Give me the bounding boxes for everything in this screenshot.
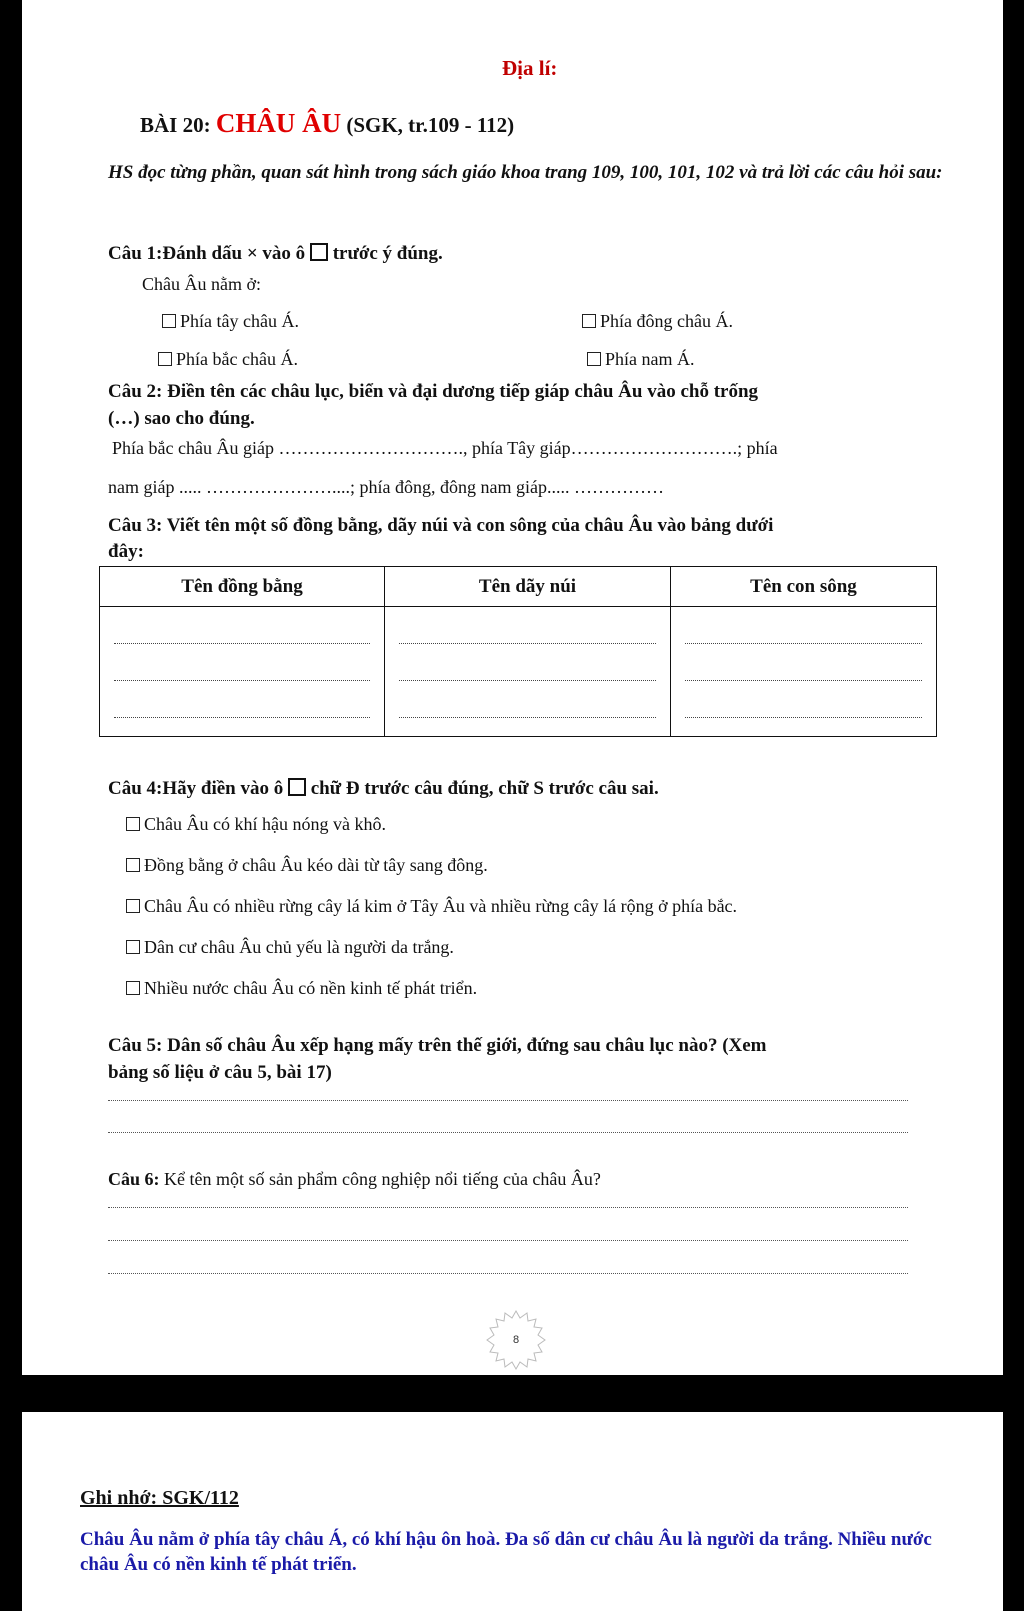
- memo-page: [22, 1412, 1003, 1611]
- option-label: Phía bắc châu Á.: [176, 349, 298, 369]
- page-number-badge: [485, 1309, 547, 1371]
- checkbox[interactable]: [126, 858, 140, 872]
- lesson-name: CHÂU ÂU: [215, 108, 342, 138]
- question-2-line[interactable]: Phía bắc châu Âu giáp …………………………., phía Tây giáp……………………….; phía: [112, 438, 778, 458]
- question-4-title: [108, 778, 659, 800]
- checkbox[interactable]: [158, 352, 172, 366]
- question-1-title-part: Câu 1:Đánh dấu × vào ô: [108, 243, 310, 264]
- statement-item[interactable]: [126, 855, 488, 876]
- answer-line[interactable]: [399, 681, 656, 718]
- column-header: Tên con sông: [671, 567, 937, 607]
- option-label: Phía nam Á.: [605, 349, 695, 369]
- answer-line[interactable]: [399, 644, 656, 681]
- answer-line[interactable]: [685, 681, 922, 718]
- question-4-title-part: Câu 4:Hãy điền vào ô: [108, 778, 288, 799]
- question-3-title-cont: đây:: [108, 541, 144, 562]
- checkbox[interactable]: [587, 352, 601, 366]
- checkbox[interactable]: [162, 314, 176, 328]
- column-header: Tên đồng bằng: [100, 567, 385, 607]
- page-number: 8: [512, 1334, 520, 1346]
- answer-line[interactable]: [114, 644, 370, 681]
- question-3-title: Câu 3: Viết tên một số đồng bằng, dãy núi và con sông của châu Âu vào bảng dưới: [108, 515, 774, 536]
- table-cell[interactable]: [671, 607, 937, 737]
- question-2-title-cont: (…) sao cho đúng.: [108, 408, 255, 429]
- answer-line[interactable]: [108, 1132, 908, 1133]
- lesson-title: [140, 108, 514, 139]
- instructions: HS đọc từng phần, quan sát hình trong sách giáo khoa trang 109, 100, 101, 102 và trả lời các câu hỏi sau:: [108, 162, 943, 183]
- option-label: Phía tây châu Á.: [180, 311, 299, 331]
- answer-line[interactable]: [108, 1100, 908, 1101]
- question-1-prompt: Châu Âu nằm ở:: [142, 274, 262, 294]
- checkbox[interactable]: [126, 981, 140, 995]
- statement-item[interactable]: [126, 896, 737, 917]
- statement-text: Đồng bằng ở châu Âu kéo dài từ tây sang đông.: [144, 855, 488, 875]
- table-cell[interactable]: [385, 607, 671, 737]
- checkbox[interactable]: [126, 899, 140, 913]
- checkbox[interactable]: [126, 940, 140, 954]
- question-5-title-cont: bảng số liệu ở câu 5, bài 17): [108, 1062, 332, 1083]
- question-2-line[interactable]: nam giáp ..... …………………....; phía đông, đông nam giáp..... ……………: [108, 477, 664, 497]
- option-item[interactable]: [162, 311, 299, 332]
- option-label: Phía đông châu Á.: [600, 311, 733, 331]
- lesson-reference: (SGK, tr.109 - 112): [341, 113, 515, 137]
- question-1-title: [108, 243, 443, 265]
- question-6-text: Kể tên một số sản phẩm công nghiệp nổi tiếng của châu Âu?: [159, 1169, 601, 1189]
- question-4-title-part: chữ Đ trước câu đúng, chữ S trước câu sai.: [306, 778, 659, 799]
- worksheet-page: [22, 0, 1003, 1375]
- checkbox-icon: [310, 243, 328, 261]
- memo-title: Ghi nhớ: SGK/112: [80, 1487, 239, 1509]
- answer-line[interactable]: [108, 1240, 908, 1241]
- answer-line[interactable]: [108, 1207, 908, 1208]
- statement-item[interactable]: [126, 978, 477, 999]
- question-6-label: Câu 6:: [108, 1169, 160, 1189]
- answer-line[interactable]: [114, 607, 370, 644]
- statement-text: Châu Âu có khí hậu nóng và khô.: [144, 814, 386, 834]
- question-6-title: [108, 1169, 601, 1190]
- option-item[interactable]: [158, 349, 298, 370]
- answer-line[interactable]: [685, 644, 922, 681]
- checkbox[interactable]: [126, 817, 140, 831]
- answer-table: [99, 566, 937, 737]
- statement-text: Dân cư châu Âu chủ yếu là người da trắng.: [144, 937, 454, 957]
- question-1-title-part: trước ý đúng.: [327, 243, 443, 264]
- question-5-title: Câu 5: Dân số châu Âu xếp hạng mấy trên thế giới, đứng sau châu lục nào? (Xem: [108, 1035, 767, 1056]
- checkbox-icon: [288, 778, 306, 796]
- answer-line[interactable]: [399, 607, 656, 644]
- statement-text: Châu Âu có nhiều rừng cây lá kim ở Tây Âu và nhiều rừng cây lá rộng ở phía bắc.: [144, 896, 738, 916]
- memo-body: Châu Âu nằm ở phía tây châu Á, có khí hậu ôn hoà. Đa số dân cư châu Âu là người da trắng. Nhiều nước châu Âu có nền kinh tế phát triển.: [80, 1529, 932, 1575]
- answer-line[interactable]: [108, 1273, 908, 1274]
- answer-line[interactable]: [685, 607, 922, 644]
- statement-text: Nhiều nước châu Âu có nền kinh tế phát triển.: [144, 978, 478, 998]
- question-2-title: Câu 2: Điền tên các châu lục, biển và đại dương tiếp giáp châu Âu vào chỗ trống: [108, 381, 759, 402]
- table-cell[interactable]: [100, 607, 385, 737]
- lesson-prefix: BÀI 20:: [140, 113, 216, 137]
- option-item[interactable]: [587, 349, 695, 370]
- statement-item[interactable]: [126, 937, 454, 958]
- checkbox[interactable]: [582, 314, 596, 328]
- column-header: Tên dãy núi: [385, 567, 671, 607]
- answer-line[interactable]: [114, 681, 370, 718]
- option-item[interactable]: [582, 311, 733, 332]
- subject-heading: Địa lí:: [502, 56, 558, 80]
- statement-item[interactable]: [126, 814, 386, 835]
